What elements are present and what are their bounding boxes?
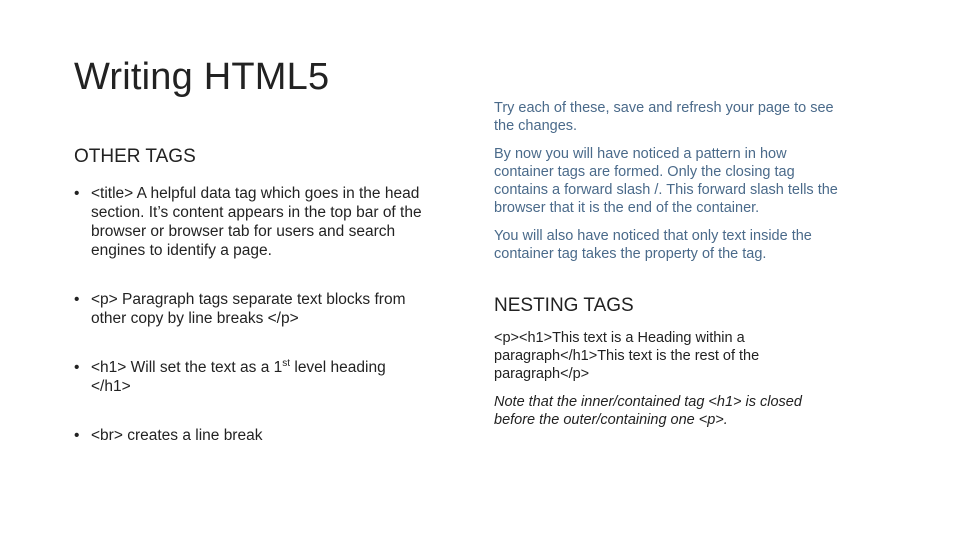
left-column	[74, 146, 424, 445]
bullet-h1-tag	[74, 358, 424, 396]
tag-bullet-list	[74, 184, 424, 445]
bullet-text: <br> creates a line break	[91, 427, 263, 444]
nesting-note: Note that the inner/contained tag <h1> is closed before the outer/containing one <p>.	[494, 394, 802, 428]
bullet-text-before: <h1> Will set the text as a 1	[91, 359, 283, 376]
bullet-p-tag	[74, 290, 424, 328]
bullet-dot-icon: •	[74, 185, 80, 202]
nesting-code-example: <p><h1>This text is a Heading within a paragraph</h1>This text is the rest of the paragraph</p>	[494, 330, 760, 382]
bullet-text: <title> A helpful data tag which goes in the head section. It’s content appears in the top bar of the browser or browser tab for users and search engines to identify a page.	[91, 185, 422, 259]
bullet-superscript: st	[282, 357, 291, 369]
bullet-text-after: level heading </h1>	[91, 359, 386, 395]
bullet-dot-icon: •	[74, 291, 80, 308]
bullet-title-tag	[74, 184, 424, 260]
bullet-text: <p> Paragraph tags separate text blocks from other copy by line breaks </p>	[91, 291, 406, 327]
bullet-br-tag	[74, 426, 424, 445]
bullet-dot-icon: •	[74, 359, 80, 376]
property-paragraph: You will also have noticed that only text inside the container tag takes the property of the tag.	[494, 228, 812, 262]
slide-title: Writing HTML5	[74, 56, 330, 98]
other-tags-heading: OTHER TAGS	[74, 146, 196, 167]
pattern-paragraph: By now you will have noticed a pattern in how container tags are formed. Only the closing tag contains a forward slash /. This forward slash tells the browser that it is the end of the container.	[494, 146, 838, 216]
nesting-tags-heading: NESTING TAGS	[494, 295, 634, 316]
bullet-dot-icon: •	[74, 427, 80, 444]
instruction-paragraph: Try each of these, save and refresh your page to see the changes.	[494, 100, 834, 134]
right-column	[494, 99, 839, 429]
